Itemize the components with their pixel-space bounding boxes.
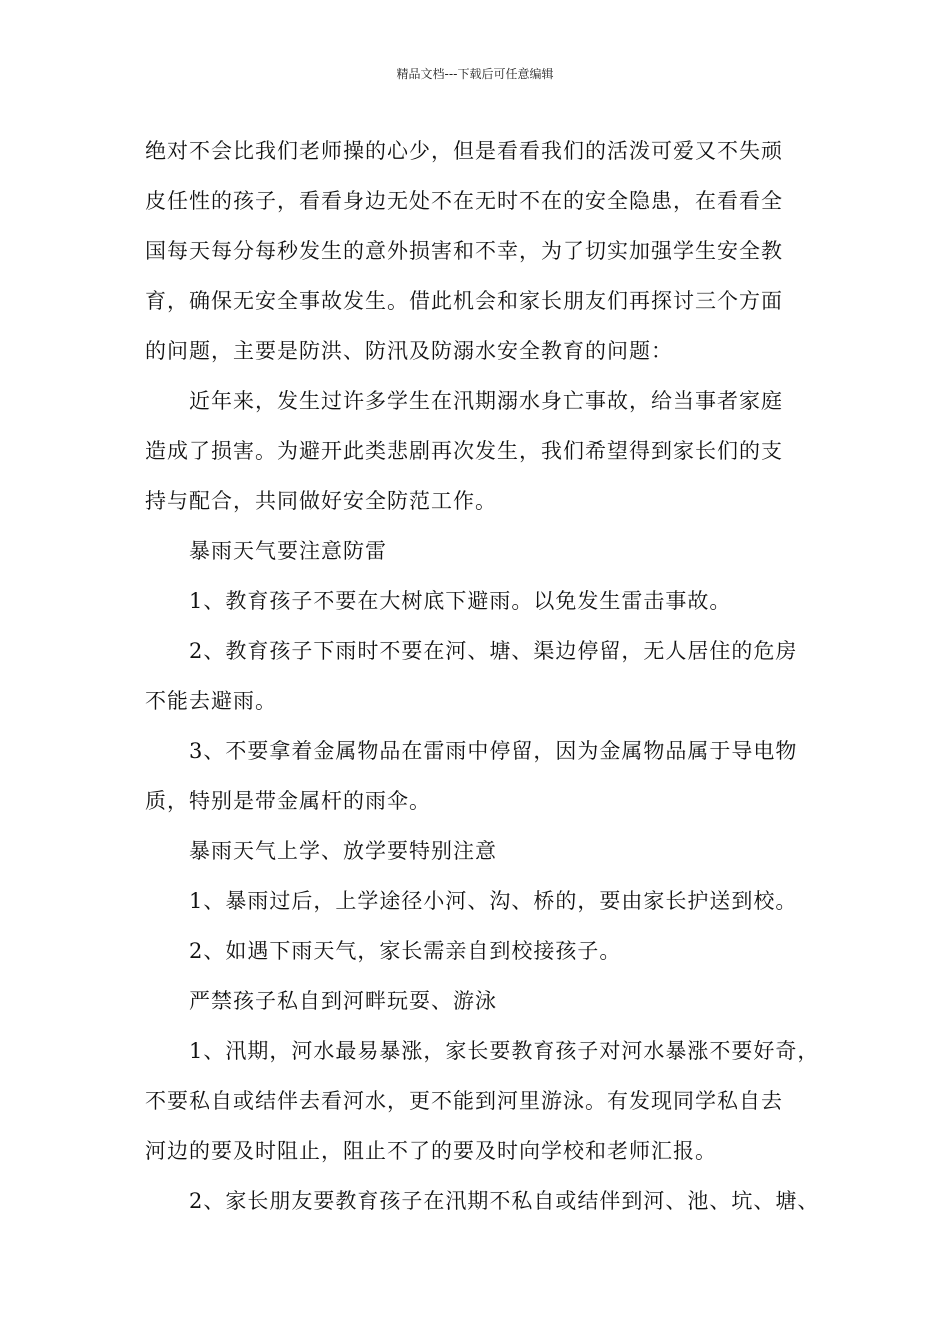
list-item (145, 926, 835, 976)
document-body (145, 126, 835, 1226)
text-line: 不要私自或结伴去看河水，更不能到河里游泳。有发现同学私自去 (145, 1089, 783, 1113)
text-line: 3、不要拿着金属物品在雷雨中停留，因为金属物品属于导电物 (189, 739, 798, 763)
text-line: 不能去避雨。 (145, 689, 277, 713)
text-line: 1、暴雨过后，上学途径小河、沟、桥的，要由家长护送到校。 (189, 889, 798, 913)
text-line: 2、如遇下雨天气，家长需亲自到校接孩子。 (189, 939, 622, 963)
text-line: 暴雨天气上学、放学要特别注意 (189, 839, 497, 863)
list-item (145, 726, 835, 826)
list-item (145, 1176, 835, 1226)
text-line: 河边的要及时阻止，阻止不了的要及时向学校和老师汇报。 (145, 1139, 717, 1163)
text-line: 严禁孩子私自到河畔玩耍、游泳 (189, 989, 497, 1013)
section-heading (145, 826, 835, 876)
text-line: 持与配合，共同做好安全防范工作。 (145, 489, 497, 513)
section-heading (145, 976, 835, 1026)
paragraph (145, 126, 835, 376)
text-line: 育，确保无安全事故发生。借此机会和家长朋友们再探讨三个方面 (145, 289, 783, 313)
text-line: 1、汛期，河水最易暴涨，家长要教育孩子对河水暴涨不要好奇， (189, 1039, 820, 1063)
list-item (145, 876, 835, 926)
text-line: 皮任性的孩子，看看身边无处不在无时不在的安全隐患，在看看全 (145, 189, 783, 213)
list-item (145, 1026, 835, 1176)
text-line: 近年来，发生过许多学生在汛期溺水身亡事故，给当事者家庭 (189, 389, 783, 413)
section-heading (145, 526, 835, 576)
text-line: 的问题，主要是防洪、防汛及防溺水安全教育的问题： (145, 339, 673, 363)
text-line: 1、教育孩子不要在大树底下避雨。以免发生雷击事故。 (189, 589, 732, 613)
text-line: 质，特别是带金属杆的雨伞。 (145, 789, 431, 813)
list-item (145, 576, 835, 626)
text-line: 暴雨天气要注意防雷 (189, 539, 387, 563)
text-line: 2、教育孩子下雨时不要在河、塘、渠边停留，无人居住的危房 (189, 639, 798, 663)
text-line: 绝对不会比我们老师操的心少，但是看看我们的活泼可爱又不失顽 (145, 139, 783, 163)
text-line: 造成了损害。为避开此类悲剧再次发生，我们希望得到家长们的支 (145, 439, 783, 463)
page-header: 精品文档---下载后可任意编辑 (396, 67, 554, 81)
text-line: 国每天每分每秒发生的意外损害和不幸，为了切实加强学生安全教 (145, 239, 783, 263)
paragraph (145, 376, 835, 526)
text-line: 2、家长朋友要教育孩子在汛期不私自或结伴到河、池、坑、塘、 (189, 1189, 820, 1213)
list-item (145, 626, 835, 726)
